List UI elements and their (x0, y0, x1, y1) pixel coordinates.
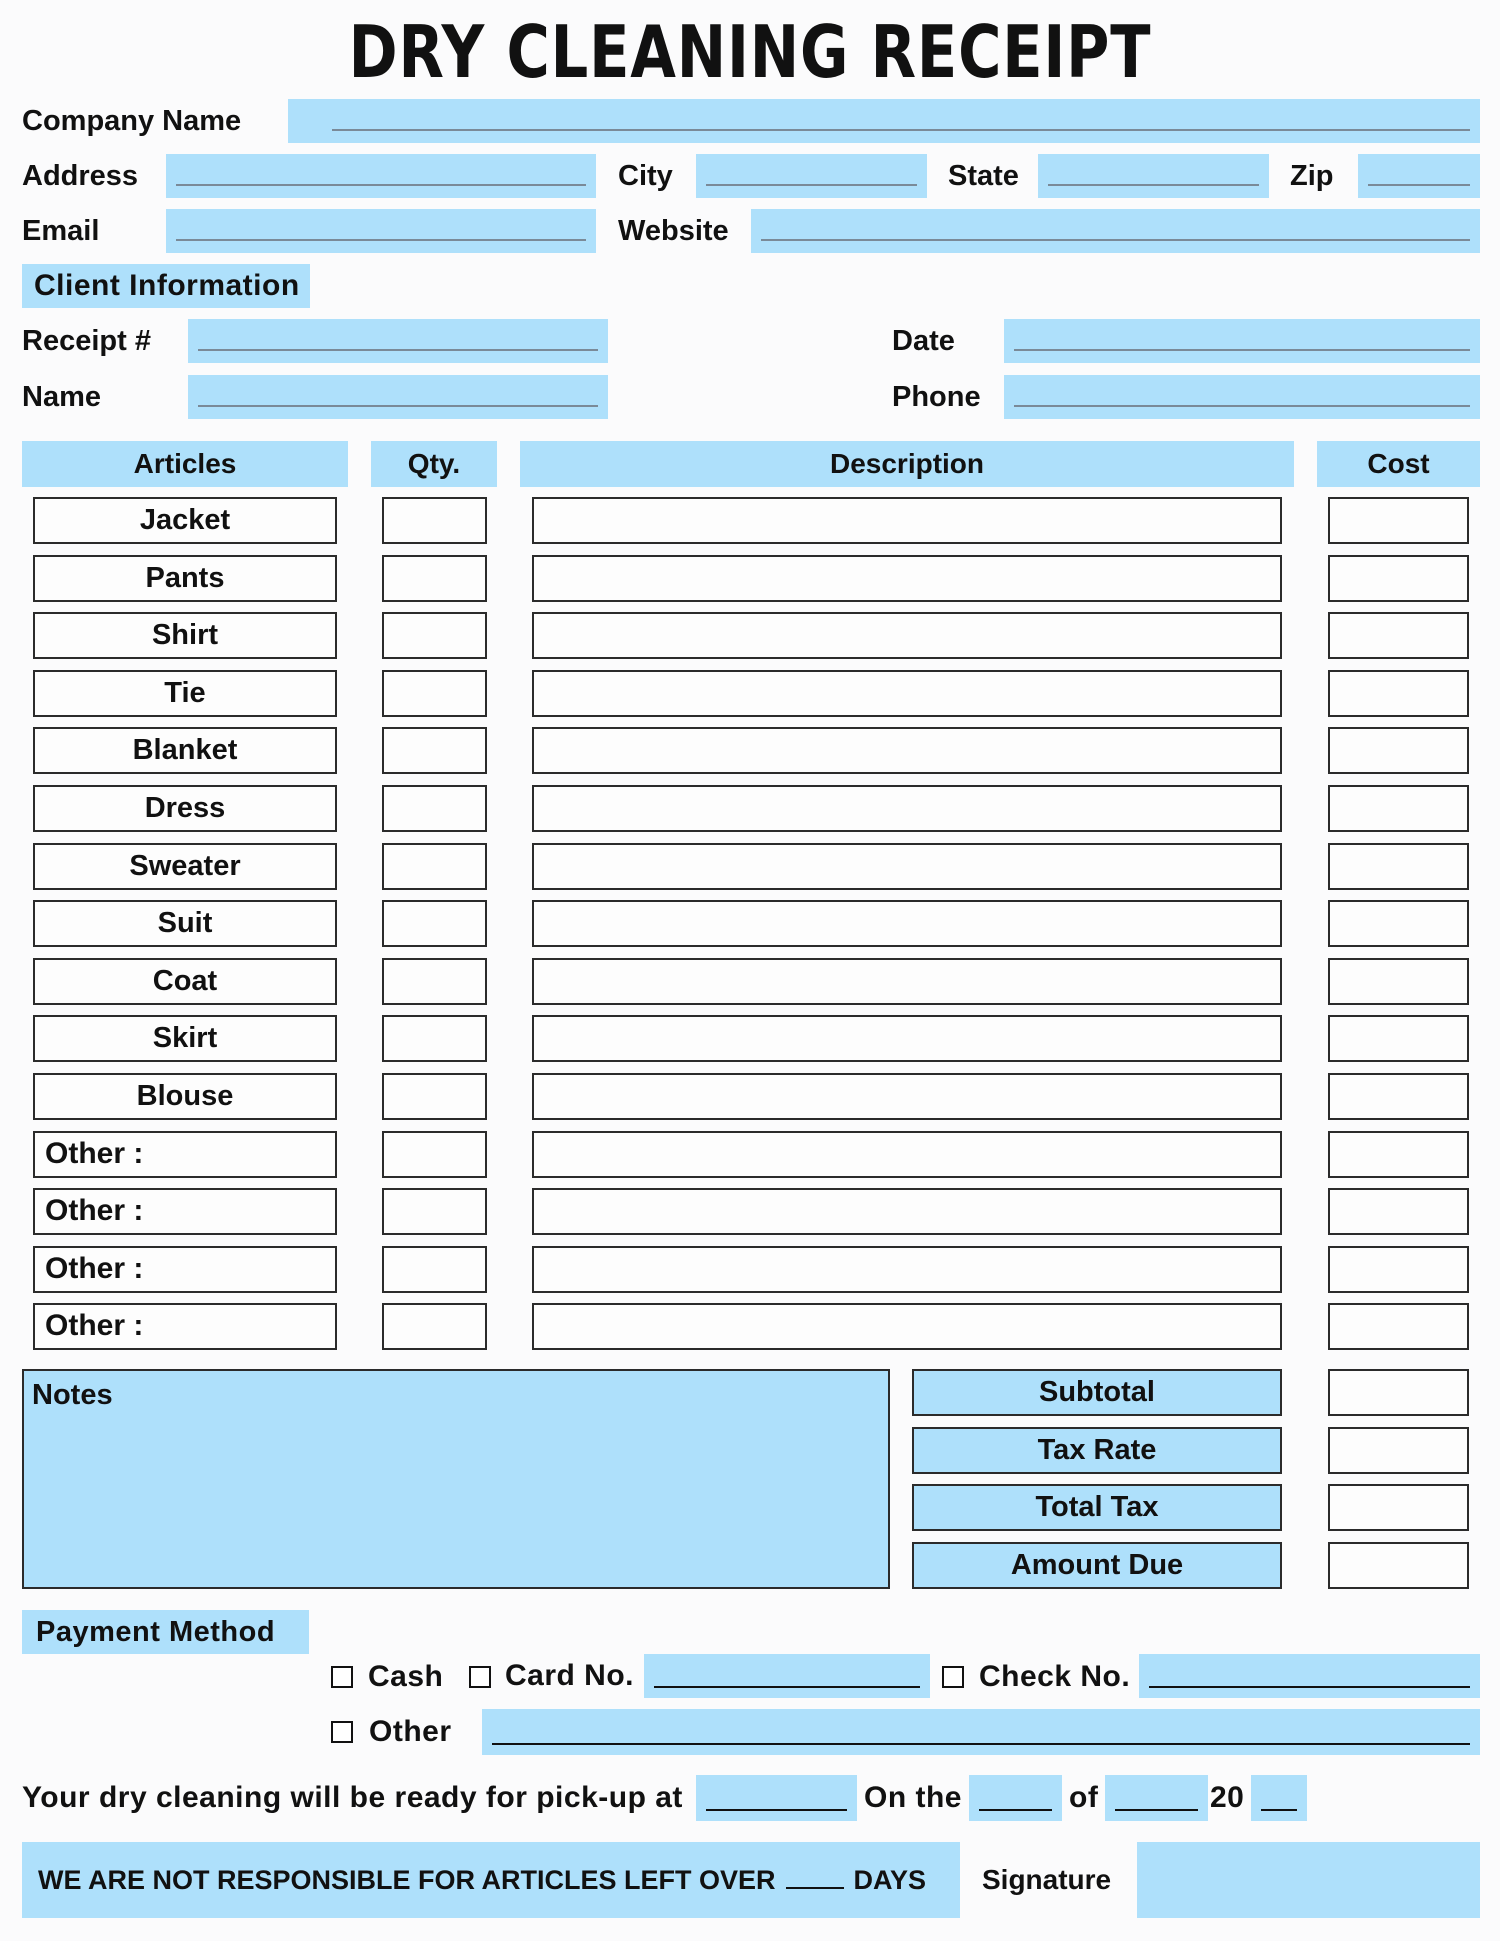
date-label: Date (892, 325, 955, 357)
qty-cell[interactable] (382, 670, 487, 717)
city-label: City (618, 160, 673, 192)
qty-cell[interactable] (382, 727, 487, 774)
disclaimer-banner (22, 1842, 960, 1918)
article-cell: Pants (33, 555, 337, 602)
article-cell: Other : (33, 1303, 337, 1350)
qty-cell[interactable] (382, 958, 487, 1005)
check-number-field[interactable] (1139, 1654, 1480, 1698)
card-number-label: Card No. (505, 1659, 635, 1692)
pickup-text: Your dry cleaning will be ready for pick-up at (22, 1781, 683, 1814)
description-column-header: Description (520, 441, 1294, 487)
cost-cell[interactable] (1328, 1188, 1469, 1235)
description-cell[interactable] (532, 727, 1282, 774)
page-title: DRY CLEANING RECEIPT (348, 10, 1152, 94)
website-label: Website (618, 215, 729, 247)
qty-cell[interactable] (382, 843, 487, 890)
signature-field[interactable] (1137, 1842, 1480, 1918)
qty-cell[interactable] (382, 1131, 487, 1178)
summary-value-cell[interactable] (1328, 1484, 1469, 1531)
cash-checkbox[interactable] (331, 1666, 353, 1688)
article-cell: Skirt (33, 1015, 337, 1062)
summary-value-cell[interactable] (1328, 1542, 1469, 1589)
summary-label: Total Tax (912, 1484, 1282, 1531)
description-cell[interactable] (532, 1015, 1282, 1062)
description-cell[interactable] (532, 1303, 1282, 1350)
description-cell[interactable] (532, 900, 1282, 947)
article-cell: Other : (33, 1131, 337, 1178)
year-prefix: 20 (1210, 1781, 1245, 1814)
description-cell[interactable] (532, 958, 1282, 1005)
article-cell: Coat (33, 958, 337, 1005)
pickup-day-field[interactable] (969, 1775, 1062, 1821)
article-cell: Other : (33, 1188, 337, 1235)
client-name-label: Name (22, 381, 101, 413)
articles-column-header: Articles (22, 441, 348, 487)
description-cell[interactable] (532, 555, 1282, 602)
payment-method-heading: Payment Method (22, 1610, 309, 1654)
client-information-heading: Client Information (22, 264, 310, 308)
company-name-field[interactable] (288, 99, 1480, 143)
cost-cell[interactable] (1328, 555, 1469, 602)
article-cell: Blanket (33, 727, 337, 774)
notes-label: Notes (32, 1379, 113, 1411)
card-checkbox[interactable] (469, 1666, 491, 1688)
other-payment-label: Other (369, 1715, 452, 1748)
cost-cell[interactable] (1328, 670, 1469, 717)
check-number-label: Check No. (979, 1660, 1131, 1693)
cost-column-header: Cost (1317, 441, 1480, 487)
cost-cell[interactable] (1328, 727, 1469, 774)
signature-label: Signature (982, 1864, 1112, 1895)
summary-label: Amount Due (912, 1542, 1282, 1589)
address-label: Address (22, 160, 139, 192)
description-cell[interactable] (532, 1246, 1282, 1293)
qty-cell[interactable] (382, 1073, 487, 1120)
of-label: of (1069, 1781, 1099, 1814)
cost-cell[interactable] (1328, 843, 1469, 890)
article-cell: Dress (33, 785, 337, 832)
receipt-number-label: Receipt # (22, 325, 151, 357)
qty-cell[interactable] (382, 900, 487, 947)
summary-label: Tax Rate (912, 1427, 1282, 1474)
cost-cell[interactable] (1328, 785, 1469, 832)
article-cell: Shirt (33, 612, 337, 659)
qty-cell[interactable] (382, 555, 487, 602)
address-field[interactable] (166, 154, 596, 198)
article-cell: Blouse (33, 1073, 337, 1120)
disclaimer-text: WE ARE NOT RESPONSIBLE FOR ARTICLES LEFT OVER (38, 1865, 776, 1895)
phone-label: Phone (892, 381, 981, 413)
cost-cell[interactable] (1328, 1073, 1469, 1120)
receipt-number-field[interactable] (188, 319, 608, 363)
card-number-field[interactable] (644, 1654, 930, 1698)
pickup-year-field[interactable] (1251, 1775, 1307, 1821)
description-cell[interactable] (532, 785, 1282, 832)
zip-field[interactable] (1358, 154, 1480, 198)
cost-cell[interactable] (1328, 958, 1469, 1005)
email-label: Email (22, 215, 100, 247)
description-cell[interactable] (532, 612, 1282, 659)
qty-cell[interactable] (382, 1246, 487, 1293)
pickup-time-field[interactable] (696, 1775, 857, 1821)
website-field[interactable] (751, 209, 1480, 253)
cash-label: Cash (368, 1660, 444, 1693)
zip-label: Zip (1290, 160, 1334, 192)
article-cell: Other : (33, 1246, 337, 1293)
cost-cell[interactable] (1328, 1303, 1469, 1350)
cost-cell[interactable] (1328, 1246, 1469, 1293)
article-cell: Suit (33, 900, 337, 947)
company-name-label: Company Name (22, 105, 242, 137)
state-field[interactable] (1038, 154, 1269, 198)
cost-cell[interactable] (1328, 497, 1469, 544)
description-cell[interactable] (532, 1073, 1282, 1120)
summary-value-cell[interactable] (1328, 1427, 1469, 1474)
article-cell: Jacket (33, 497, 337, 544)
cost-cell[interactable] (1328, 900, 1469, 947)
qty-column-header: Qty. (371, 441, 497, 487)
description-cell[interactable] (532, 497, 1282, 544)
summary-label: Subtotal (912, 1369, 1282, 1416)
on-the-label: On the (864, 1781, 962, 1814)
qty-cell[interactable] (382, 1303, 487, 1350)
qty-cell[interactable] (382, 497, 487, 544)
email-field[interactable] (166, 209, 596, 253)
description-cell[interactable] (532, 1131, 1282, 1178)
pickup-month-field[interactable] (1105, 1775, 1208, 1821)
phone-field[interactable] (1004, 375, 1480, 419)
qty-cell[interactable] (382, 612, 487, 659)
description-cell[interactable] (532, 1188, 1282, 1235)
state-label: State (948, 160, 1019, 192)
qty-cell[interactable] (382, 1188, 487, 1235)
article-cell: Sweater (33, 843, 337, 890)
cost-cell[interactable] (1328, 1015, 1469, 1062)
other-payment-checkbox[interactable] (331, 1721, 353, 1743)
city-field[interactable] (696, 154, 927, 198)
qty-cell[interactable] (382, 1015, 487, 1062)
article-cell: Tie (33, 670, 337, 717)
disclaimer-days: DAYS (853, 1865, 927, 1895)
client-name-field[interactable] (188, 375, 608, 419)
date-field[interactable] (1004, 319, 1480, 363)
description-cell[interactable] (532, 843, 1282, 890)
summary-value-cell[interactable] (1328, 1369, 1469, 1416)
description-cell[interactable] (532, 670, 1282, 717)
notes-box[interactable] (22, 1369, 890, 1589)
days-blank[interactable] (786, 1867, 844, 1889)
qty-cell[interactable] (382, 785, 487, 832)
cost-cell[interactable] (1328, 612, 1469, 659)
other-payment-field[interactable] (482, 1709, 1480, 1755)
cost-cell[interactable] (1328, 1131, 1469, 1178)
check-checkbox[interactable] (942, 1666, 964, 1688)
